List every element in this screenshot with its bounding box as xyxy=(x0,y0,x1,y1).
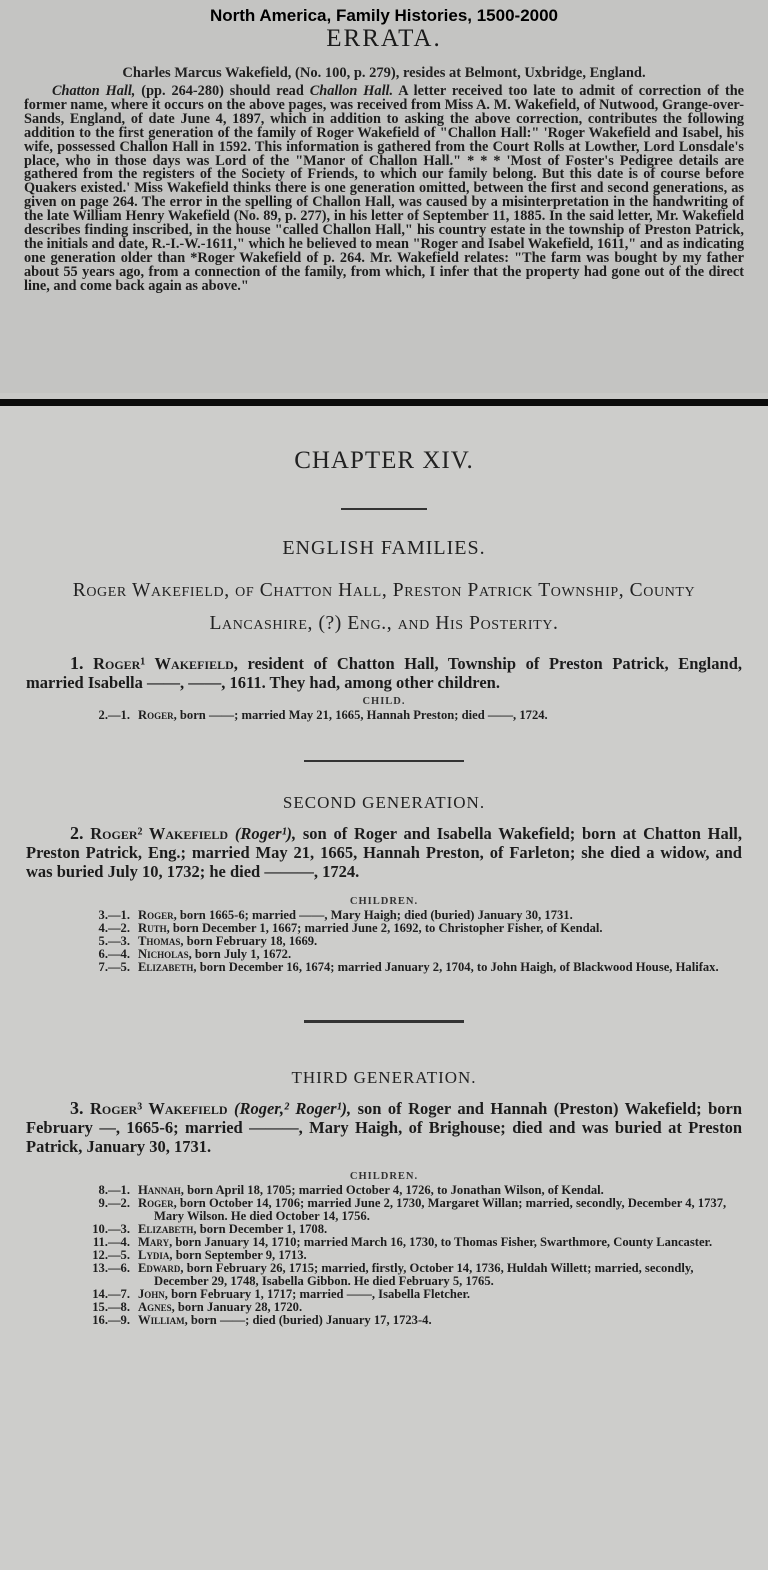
gen3-text: son of Roger and Hannah (Preston) Wakefield; born February —, 1665-6; married ———, Mary Haigh, of Brighouse; died and was buried at Preston Patrick, January 30, 1731. xyxy=(26,1099,743,1156)
gen2-children-list xyxy=(26,909,742,974)
child-entry xyxy=(26,922,742,935)
child-details: born ——; died (buried) January 17, 1723-4. xyxy=(187,1313,432,1327)
child-details: born January 28, 1720. xyxy=(174,1300,303,1314)
child-details: born October 14, 1706; married June 2, 1730, Margaret Willan; married, secondly, December 4, 1737, Mary Wilson. He died October 14, 1756. xyxy=(154,1196,727,1223)
gen1-entry xyxy=(26,654,742,692)
child-name: William, xyxy=(138,1313,188,1327)
child-number: 2.—1. xyxy=(98,708,130,722)
errata-section xyxy=(0,0,768,393)
gen3-lineage: (Roger,² Roger¹), xyxy=(233,1099,352,1118)
child-name: Ruth, xyxy=(138,921,170,935)
child-number: 5.—3. xyxy=(98,934,130,948)
errata-italic-chatton: Chatton Hall, xyxy=(52,83,136,99)
gen3-name: Roger³ Wakefield xyxy=(89,1099,228,1118)
gen3-children-label: CHILDREN. xyxy=(349,1171,419,1182)
child-text xyxy=(138,1197,742,1223)
gen2-number: 2. xyxy=(70,823,84,843)
chapter-page xyxy=(0,406,768,1570)
child-name: Elizabeth, xyxy=(138,960,197,974)
child-number: 6.—4. xyxy=(98,947,130,961)
section-title: ENGLISH FAMILIES. xyxy=(282,537,486,559)
child-number: 14.—7. xyxy=(92,1287,130,1301)
child-details: born December 1, 1708. xyxy=(196,1222,328,1236)
child-name: Roger, xyxy=(138,708,177,722)
child-number: 8.—1. xyxy=(98,1183,130,1197)
collection-banner: North America, Family Histories, 1500-2000 xyxy=(209,6,559,25)
errata-title: ERRATA. xyxy=(326,25,442,52)
child-entry xyxy=(26,935,742,948)
child-number: 4.—2. xyxy=(98,921,130,935)
gen3-entry xyxy=(26,1099,742,1156)
child-name: Roger, xyxy=(138,1196,177,1210)
child-details: born February 1, 1717; married ——, Isabella Fletcher. xyxy=(167,1287,471,1301)
child-text xyxy=(138,709,742,722)
child-details: born July 1, 1672. xyxy=(191,947,292,961)
gen2-children-label: CHILDREN. xyxy=(349,896,419,907)
child-name: Roger, xyxy=(138,908,177,922)
child-text xyxy=(138,961,742,974)
family-heading: Roger Wakefield, of Chatton Hall, Preston Patrick Township, County Lancashire, (?) Eng., and His Posterity. xyxy=(72,580,696,634)
child-text xyxy=(138,1262,742,1288)
errata-first-line: Charles Marcus Wakefield, (No. 100, p. 279), resides at Belmont, Uxbridge, England. xyxy=(122,65,646,81)
child-details: born February 18, 1669. xyxy=(183,934,318,948)
child-number: 12.—5. xyxy=(92,1248,130,1262)
child-name: Hannah, xyxy=(138,1183,184,1197)
gen3-title: THIRD GENERATION. xyxy=(291,1068,477,1087)
child-number: 13.—6. xyxy=(92,1261,130,1275)
child-entry xyxy=(26,1197,742,1223)
child-entry xyxy=(26,1314,742,1327)
child-details: born December 16, 1674; married January 2, 1704, to John Haigh, of Blackwood House, Halifax. xyxy=(196,960,719,974)
child-name: Elizabeth, xyxy=(138,1222,197,1236)
child-entry xyxy=(26,961,742,974)
child-name: Agnes, xyxy=(138,1300,175,1314)
child-number: 3.—1. xyxy=(98,908,130,922)
child-details: born September 9, 1713. xyxy=(172,1248,307,1262)
child-details: born ——; married May 21, 1665, Hannah Preston; died ——, 1724. xyxy=(176,708,548,722)
child-text xyxy=(138,1314,742,1327)
child-entry xyxy=(26,1288,742,1301)
chapter-rule xyxy=(341,508,427,510)
child-number: 15.—8. xyxy=(92,1300,130,1314)
child-number: 7.—5. xyxy=(98,960,130,974)
child-details: born January 14, 1710; married March 16, 1730, to Thomas Fisher, Swarthmore, County Lancaster. xyxy=(172,1235,713,1249)
gen3-children-list xyxy=(26,1184,742,1327)
gen1-children-list xyxy=(26,709,742,722)
page-divider xyxy=(0,399,768,406)
errata-paragraph xyxy=(24,85,744,294)
gen1-child-label: CHILD. xyxy=(362,696,406,707)
child-name: Nicholas, xyxy=(138,947,192,961)
chapter-title: CHAPTER XIV. xyxy=(294,447,474,474)
gen2-name: Roger² Wakefield xyxy=(90,824,229,843)
child-number: 11.—4. xyxy=(92,1235,130,1249)
child-details: born December 1, 1667; married June 2, 1692, to Christopher Fisher, of Kendal. xyxy=(169,921,603,935)
gen1-number: 1. xyxy=(70,653,84,673)
errata-text-b: A letter received too late to admit of correction of the former name, where it occurs on the above pages, was received from Miss A. M. Wakefield, of Nutwood, Grange-over-Sands, England, of date June 4, 1897, which in addition to asking the above correction, contributes the following addition to the first generation of the family of Roger Wakefield of "Challon Hall:" 'Roger Wakefield and Isabel, his wife, possessed Challon Hall in 1592. This information is gathered from the Court Rolls at Lowther, Lord Lonsdale's place, who in those days was Lord of the "Manor of Challon Hall." * * * 'Most of Foster's Pedigree details are gathered from the registers of the Society of Friends, to which our family belong. But this date is of course before Quakers existed.' Miss Wakefield thinks there is one generation omitted, between the first and second generations, as given on page 264. The error in the spelling of Challon Hall, was caused by a misinterpretation in the handwriting of the late William Henry Wakefield (No. 89, p. 277), in his letter of September 11, 1885. In the said letter, Mr. Wakefield describes finding inscribed, in the house "called Challon Hall," his country estate in the township of Preston Patrick, the initials and date, R.-I.-W.-1611," which he believed to mean "Roger and Isabel Wakefield, 1611," and as indicating one generation older than *Roger Wakefield of p. 264. Mr. Wakefield relates: "The farm was bought by my father about 55 years ago, from a connection of the family, from which, I infer that the property had gone out of the direct line, and come back again as above." xyxy=(24,83,744,294)
gen3-number: 3. xyxy=(70,1098,84,1118)
child-details: born February 26, 1715; married, firstly, October 14, 1736, Huldah Willett; married, secondly, December 29, 1748, Isabella Gibbon. He died February 5, 1765. xyxy=(154,1261,694,1288)
child-entry xyxy=(26,1236,742,1249)
child-number: 16.—9. xyxy=(92,1313,130,1327)
child-entry xyxy=(26,709,742,722)
child-name: Edward, xyxy=(138,1261,184,1275)
gen2-entry xyxy=(26,824,742,881)
gen2-lineage: (Roger¹), xyxy=(234,824,297,843)
child-name: John, xyxy=(138,1287,168,1301)
child-details: born 1665-6; married ——, Mary Haigh; died (buried) January 30, 1731. xyxy=(176,908,573,922)
child-name: Thomas, xyxy=(138,934,184,948)
gen1-name: Roger¹ Wakefield, xyxy=(93,654,238,673)
errata-text-a: (pp. 264-280) should read xyxy=(135,83,310,99)
gen1-rule xyxy=(304,760,464,762)
child-details: born April 18, 1705; married October 4, 1726, to Jonathan Wilson, of Kendal. xyxy=(183,1183,604,1197)
gen2-title: SECOND GENERATION. xyxy=(282,793,486,812)
child-number: 9.—2. xyxy=(98,1196,130,1210)
child-name: Mary, xyxy=(138,1235,173,1249)
errata-italic-challon: Challon Hall. xyxy=(309,83,394,99)
child-entry xyxy=(26,1262,742,1288)
child-number: 10.—3. xyxy=(92,1222,130,1236)
gen2-rule xyxy=(304,1020,464,1023)
gen1-text: resident of Chatton Hall, Township of Preston Patrick, England, married Isabella ——, ——, 1611. They had, among other children. xyxy=(26,654,742,692)
child-name: Lydia, xyxy=(138,1248,173,1262)
gen2-text: son of Roger and Isabella Wakefield; born at Chatton Hall, Preston Patrick, Eng.; married May 21, 1665, Hannah Preston, of Farleton; she died a widow, and was buried July 10, 1732; he died ———, 1724. xyxy=(26,824,743,881)
